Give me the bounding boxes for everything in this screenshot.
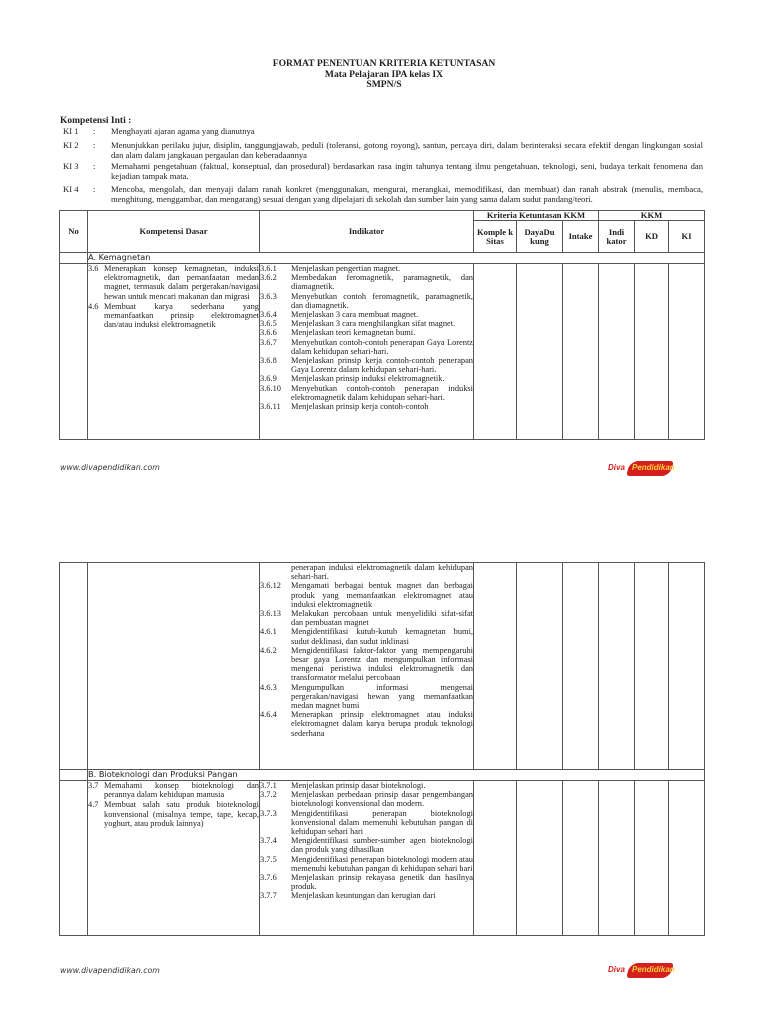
indikator-text: Menyebutkan contoh-contoh penerapan Gaya Lorentz dalam kehidupan sehari-hari.: [291, 337, 473, 356]
indikator-number: 3.6.9: [260, 374, 277, 384]
indikator-text: Mengidentifikasi faktor-faktor yang mempengaruhi besar gaya Lorentz dan mengumpulkan informasi mengenai peristiwa induksi elektromagnetik dan transformator melalui percobaan: [291, 645, 473, 683]
indikator-text: Membedakan feromagnetik, paramagnetik, dan diamagnetik.: [291, 273, 473, 292]
header-ki-kkm: KI: [669, 221, 705, 253]
cell-indikator: [260, 781, 474, 936]
kd-item: [88, 800, 259, 828]
indikator-number: 3.6.1: [260, 264, 277, 273]
indikator-item: [260, 292, 473, 310]
ki-code: KI 1: [63, 126, 79, 136]
indikator-number: 4.6.2: [260, 645, 277, 655]
ki-code: KI 3: [63, 161, 79, 171]
indikator-text: Menjelaskan prinsip rekayasa genetik dan hasilnya produk.: [291, 873, 473, 892]
indikator-number: 3.7.4: [260, 836, 277, 846]
cell-kkm-ki: [669, 781, 705, 936]
indikator-item: [260, 627, 473, 645]
indikator-item: [260, 402, 473, 411]
kkm-table-page-1: [59, 210, 705, 440]
cell-kompetensi-dasar: [88, 781, 260, 936]
indikator-item: [260, 356, 473, 374]
table-row: [60, 781, 705, 936]
ki-text: Menunjukkan perilaku jujur, disiplin, tanggungjawab, peduli (toleransi, gotong royong), santun, percaya diri, dalam berinteraksi secara efektif dengan lingkungan sosial dan alam dalam jangkauan pergaulan dan keberadaannya: [111, 140, 703, 160]
indikator-text: Menjelaskan prinsip kerja contoh-contoh: [291, 402, 429, 412]
indikator-text: Menyebutkan contoh-contoh penerapan induksi elektromagnetik dalam kehidupan sehari-hari.: [291, 383, 473, 402]
indikator-item: [260, 873, 473, 891]
indikator-number: 3.7.6: [260, 873, 277, 883]
kd-item: [88, 781, 259, 799]
cell-no: [60, 264, 88, 440]
kd-text: Membuat karya sederhana yang memanfaatkan prinsip elektromagnet dan/atau induksi elektromagnetik: [104, 301, 259, 330]
indikator-number: 3.7.2: [260, 790, 277, 800]
indikator-item: [260, 338, 473, 356]
indikator-item: [260, 855, 473, 873]
indikator-item: [260, 790, 473, 808]
table-row: [60, 264, 705, 440]
header-kd-kkm: KD: [635, 221, 669, 253]
indikator-number: 3.6.3: [260, 291, 277, 301]
indikator-number: 3.7.7: [260, 891, 277, 901]
indikator-number: [260, 563, 291, 581]
cell-no: [60, 563, 88, 770]
indikator-number: 3.6.4: [260, 310, 277, 320]
cell-kkm-ki: [669, 264, 705, 440]
ki-colon: :: [93, 140, 96, 150]
logo-word-pendidikan: Pendidikan: [632, 965, 675, 974]
document-page-1: [0, 0, 768, 490]
cell-kompetensi-dasar: [88, 563, 260, 770]
cell-kkm-indikator: [599, 563, 635, 770]
kd-item: [88, 302, 259, 330]
cell-intake: [563, 563, 599, 770]
ki-text: Memahami pengetahuan (faktual, konseptual, dan prosedural) berdasarkan rasa ingin tahunya tentang ilmu pengetahuan, teknologi, seni, budaya terkait fenomena dan kejadian tampak mata.: [111, 161, 703, 181]
header-daya-dukung: DayaDu kung: [517, 221, 563, 253]
kkm-table-page-2: [59, 562, 705, 936]
header-indikator-kkm: Indi kator: [599, 221, 635, 253]
indikator-text: penerapan induksi elektromagnetik dalam kehidupan sehari-hari.: [291, 563, 473, 582]
ki-row: [63, 126, 703, 136]
section-title: B. Bioteknologi dan Produksi Pangan: [88, 770, 705, 781]
ki-code: KI 2: [63, 140, 79, 150]
ki-colon: :: [93, 161, 96, 171]
title-line-3: SMPN/S: [366, 79, 402, 90]
indikator-text: Menjelaskan perbedaan prinsip dasar pengembangan bioteknologi konvensional dan modern.: [291, 790, 473, 809]
kd-text: Menerapkan konsep kemagnetan, induksi elektromagnetik, dan pemanfaatan medan magnet, termasuk dalam pergerakan/navigasi hewan untuk mencari makanan dan migrasi: [104, 264, 259, 301]
footer-url: www.divapendidikan.com: [60, 966, 160, 975]
section-row: [60, 253, 705, 264]
section-title: A. Kemagnetan: [88, 253, 705, 264]
ki-text: Mencoba, mengolah, dan menyaji dalam ranah konkret (menggunakan, mengurai, merangkai, memodifikasi, dan membuat) dan ranah abstrak (menulis, membaca, menghitung, menggambar, dan mengarang) sesuai dengan yang dipelajari di sekolah dan sumber lain yang sama dalam sudut pandang/teori.: [111, 184, 703, 204]
indikator-text: Mengidentifikasi sumber-sumber agen bioteknologi dan produk yang dihasilkan: [291, 836, 473, 855]
header-no: No: [60, 211, 88, 253]
footer-url: www.divapendidikan.com: [60, 463, 160, 472]
indikator-item: [260, 264, 473, 273]
cell-kkm-kd: [635, 781, 669, 936]
document-title: [0, 59, 768, 91]
header-indikator: Indikator: [260, 211, 474, 253]
indikator-number: 3.6.13: [260, 609, 281, 619]
cell-kompleksitas: [474, 264, 517, 440]
diva-pendidikan-logo: [608, 962, 674, 979]
indikator-number: 3.6.12: [260, 581, 281, 591]
indikator-item: [260, 310, 473, 319]
ki-code: KI 4: [63, 184, 79, 194]
indikator-item: [260, 374, 473, 383]
indikator-item: [260, 781, 473, 790]
cell-daya-dukung: [517, 563, 563, 770]
indikator-item: [260, 319, 473, 328]
indikator-number: 3.6.10: [260, 383, 281, 393]
indikator-text: Mengidentifikasi penerapan bioteknologi modern atau memenuhi kebutuhan pangan di kehidupan sehari hari: [291, 854, 473, 873]
logo-word-diva: Diva: [608, 463, 625, 472]
indikator-number: 3.6.5: [260, 319, 277, 329]
indikator-number: 4.6.1: [260, 627, 277, 637]
ki-heading: Kompetensi Inti :: [60, 116, 132, 126]
cell-indikator: [260, 563, 474, 770]
cell-daya-dukung: [517, 264, 563, 440]
logo-word-pendidikan: Pendidikan: [632, 463, 675, 472]
indikator-item: [260, 836, 473, 854]
indikator-text: Menjelaskan 3 cara membuat magnet.: [291, 310, 419, 320]
cell-intake: [563, 264, 599, 440]
indikator-item: [260, 581, 473, 609]
indikator-text: Menjelaskan prinsip induksi elektromagnetik.: [291, 374, 445, 384]
kd-text: Memahami konsep bioteknologi dan perannya dalam kehidupan manusia: [104, 781, 259, 800]
cell-kompetensi-dasar: [88, 264, 260, 440]
section-row: [60, 770, 705, 781]
indikator-item: [260, 683, 473, 711]
indikator-number: 3.6.8: [260, 356, 277, 366]
indikator-text: Menjelaskan keuntungan dan kerugian dari: [291, 891, 436, 901]
indikator-item: [260, 609, 473, 627]
ki-row: [63, 184, 703, 204]
indikator-item: [260, 563, 473, 581]
cell-kkm-kd: [635, 563, 669, 770]
indikator-number: 3.6.6: [260, 328, 277, 338]
ki-colon: :: [93, 126, 96, 136]
header-kkm: KKM: [599, 211, 705, 221]
kd-number: 3.6: [88, 264, 99, 273]
cell-kkm-indikator: [599, 264, 635, 440]
indikator-text: Melakukan percobaan untuk menyelidiki sifat-sifat dan pembuatan magnet: [291, 609, 473, 628]
cell-kkm-kd: [635, 264, 669, 440]
indikator-text: Menjelaskan 3 cara menghilangkan sifat magnet.: [291, 319, 456, 329]
title-line-1: FORMAT PENENTUAN KRITERIA KETUNTASAN: [272, 58, 496, 69]
indikator-item: [260, 646, 473, 683]
cell-no: [60, 781, 88, 936]
cell-kkm-indikator: [599, 781, 635, 936]
indikator-item: [260, 809, 473, 837]
indikator-item: [260, 328, 473, 337]
ki-row: [63, 161, 703, 181]
kd-text: Membuat salah satu produk bioteknologi konvensional (misalnya tempe, tape, kecap, yoghurt, atau produk lainnya): [104, 800, 259, 828]
indikator-text: Menerapkan prinsip elektromagnet atau induksi elektromagnet dalam karya berupa produk teknologi sederhana: [291, 710, 473, 738]
title-line-2: Mata Pelajaran IPA kelas IX: [324, 68, 444, 80]
header-kriteria-ketuntasan: Kriteria Ketuntasan KKM: [474, 211, 599, 221]
header-intake: Intake: [563, 221, 599, 253]
ki-colon: :: [93, 184, 96, 194]
indikator-text: Menjelaskan pengertian magnet.: [291, 264, 401, 273]
header-kompetensi-dasar: Kompetensi Dasar: [88, 211, 260, 253]
ki-text: Menghayati ajaran agama yang dianutnya: [111, 126, 255, 136]
header-kompleksitas: Komple k Sitas: [474, 221, 517, 253]
diva-pendidikan-logo: [608, 460, 674, 477]
cell-intake: [563, 781, 599, 936]
indikator-item: [260, 273, 473, 291]
indikator-number: 3.6.11: [260, 402, 281, 412]
indikator-number: 3.6.2: [260, 273, 277, 283]
cell-kkm-ki: [669, 563, 705, 770]
cell-daya-dukung: [517, 781, 563, 936]
table-row: [60, 563, 705, 770]
indikator-number: 3.7.3: [260, 808, 277, 818]
indikator-number: 3.6.7: [260, 337, 277, 347]
indikator-item: [260, 384, 473, 402]
indikator-number: 3.7.5: [260, 854, 277, 864]
indikator-text: Menjelaskan prinsip kerja contoh-contoh penerapan Gaya Lorentz dalam kehidupan sehari-hari.: [291, 356, 473, 375]
kd-item: [88, 264, 259, 301]
kd-number: 4.7: [88, 800, 99, 810]
document-page-2: [0, 520, 768, 1024]
indikator-text: Menjelaskan prinsip dasar bioteknologi.: [291, 781, 426, 790]
logo-word-diva: Diva: [608, 965, 625, 974]
kd-number: 4.6: [88, 301, 99, 311]
indikator-text: Mengumpulkan informasi mengenai pergerakan/navigasi hewan yang memanfaatkan medan magnet bumi: [291, 682, 473, 711]
indikator-text: Menjelaskan teori kemagnetan bumi.: [291, 328, 416, 338]
indikator-text: Mengidentifikasi penerapan bioteknologi konvensional dalam memenuhi kebutuhan pangan di kehidupan sehari hari: [291, 808, 473, 837]
cell-kompleksitas: [474, 563, 517, 770]
cell-kompleksitas: [474, 781, 517, 936]
indikator-item: [260, 891, 473, 900]
kd-number: 3.7: [88, 781, 99, 790]
ki-row: [63, 140, 703, 160]
indikator-number: 3.7.1: [260, 781, 277, 790]
indikator-number: 4.6.4: [260, 710, 277, 720]
indikator-item: [260, 710, 473, 738]
cell-indikator: [260, 264, 474, 440]
indikator-number: 4.6.3: [260, 682, 277, 692]
indikator-text: Menyebutkan contoh feromagnetik, paramagnetik, dan diamagnetik.: [291, 291, 473, 310]
indikator-text: Mengamati berbagai bentuk magnet dan berbagai produk yang memanfaatkan elektromagnet atau induksi elektromagnetik: [291, 581, 473, 609]
indikator-text: Mengidentifikasi kutub-kutub kemagnetan bumi, sudut deklinasi, dan sudut inklinasi: [291, 627, 473, 646]
